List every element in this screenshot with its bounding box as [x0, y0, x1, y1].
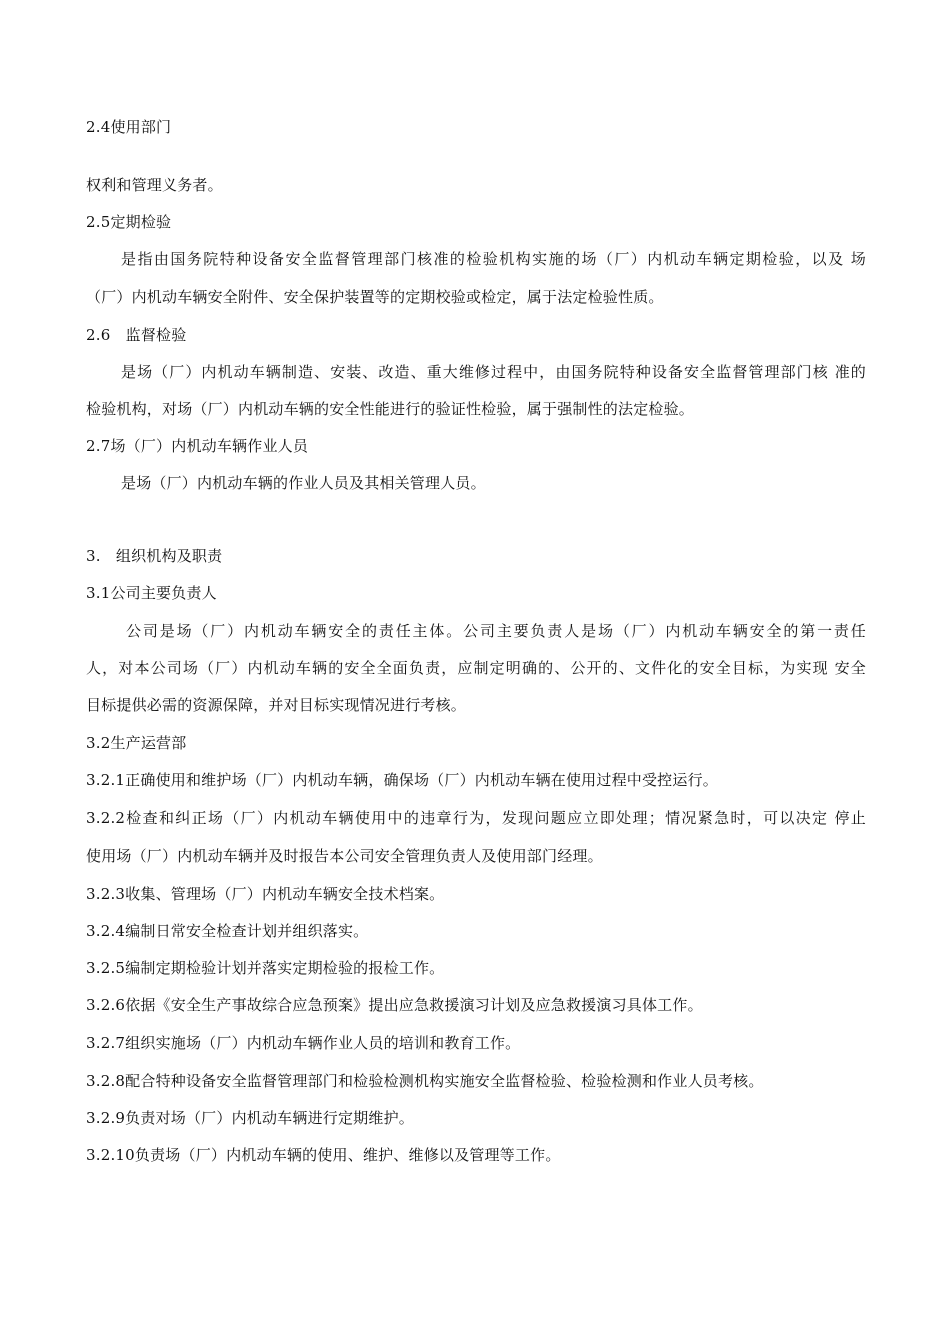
- section-2-6-body-line-1: 是场（厂）内机动车辆制造、安装、改造、重大维修过程中，由国务院特种设备安全监督管理部门核 准的: [121, 363, 866, 381]
- section-3-1-heading: 3.1公司主要负责人: [86, 584, 217, 602]
- section-3-2-5: 3.2.5编制定期检验计划并落实定期检验的报检工作。: [86, 959, 445, 977]
- section-3-2-9: 3.2.9负责对场（厂）内机动车辆进行定期维护。: [86, 1109, 414, 1127]
- section-2-7-heading: 2.7场（厂）内机动车辆作业人员: [86, 437, 309, 455]
- section-2-6-heading: 2.6 监督检验: [86, 326, 187, 344]
- section-2-7-body: 是场（厂）内机动车辆的作业人员及其相关管理人员。: [121, 474, 486, 492]
- section-3-2-6: 3.2.6依据《安全生产事故综合应急预案》提出应急救援演习计划及应急救援演习具体工作。: [86, 996, 703, 1014]
- section-3-heading: 3. 组织机构及职责: [86, 547, 223, 565]
- section-3-2-3: 3.2.3收集、管理场（厂）内机动车辆安全技术档案。: [86, 885, 445, 903]
- section-3-2-10: 3.2.10负责场（厂）内机动车辆的使用、维护、维修以及管理等工作。: [86, 1146, 561, 1164]
- section-3-2-heading: 3.2生产运营部: [86, 734, 187, 752]
- section-3-1-body-line-1: 公司是场（厂）内机动车辆安全的责任主体。公司主要负责人是场（厂）内机动车辆安全的第一责任: [126, 622, 866, 640]
- section-2-6-body-line-2: 检验机构，对场（厂）内机动车辆的安全性能进行的验证性检验，属于强制性的法定检验。: [86, 400, 695, 418]
- section-2-4-body: 权利和管理义务者。: [86, 176, 223, 194]
- section-2-5-heading: 2.5定期检验: [86, 213, 172, 231]
- section-3-1-body-line-3: 目标提供必需的资源保障，并对目标实现情况进行考核。: [86, 696, 467, 714]
- section-3-2-4: 3.2.4编制日常安全检查计划并组织落实。: [86, 922, 369, 940]
- section-3-2-8: 3.2.8配合特种设备安全监督管理部门和检验检测机构实施安全监督检验、检验检测和作业人员考核。: [86, 1072, 764, 1090]
- section-3-2-1: 3.2.1正确使用和维护场（厂）内机动车辆，确保场（厂）内机动车辆在使用过程中受控运行。: [86, 771, 718, 789]
- section-3-2-2-line-1: 3.2.2检查和纠正场（厂）内机动车辆使用中的违章行为，发现问题应立即处理；情况紧急时，可以决定 停止: [86, 809, 866, 827]
- section-3-1-body-line-2: 人，对本公司场（厂）内机动车辆的安全全面负责，应制定明确的、公开的、文件化的安全目标，为实现 安全: [86, 659, 866, 677]
- section-2-4-heading: 2.4使用部门: [86, 118, 172, 136]
- section-3-2-2-line-2: 使用场（厂）内机动车辆并及时报告本公司安全管理负责人及使用部门经理。: [86, 847, 603, 865]
- section-2-5-body-line-1: 是指由国务院特种设备安全监督管理部门核准的检验机构实施的场（厂）内机动车辆定期检验，以及 场: [121, 250, 866, 268]
- section-3-2-7: 3.2.7组织实施场（厂）内机动车辆作业人员的培训和教育工作。: [86, 1034, 521, 1052]
- section-2-5-body-line-2: （厂）内机动车辆安全附件、安全保护装置等的定期校验或检定，属于法定检验性质。: [86, 288, 664, 306]
